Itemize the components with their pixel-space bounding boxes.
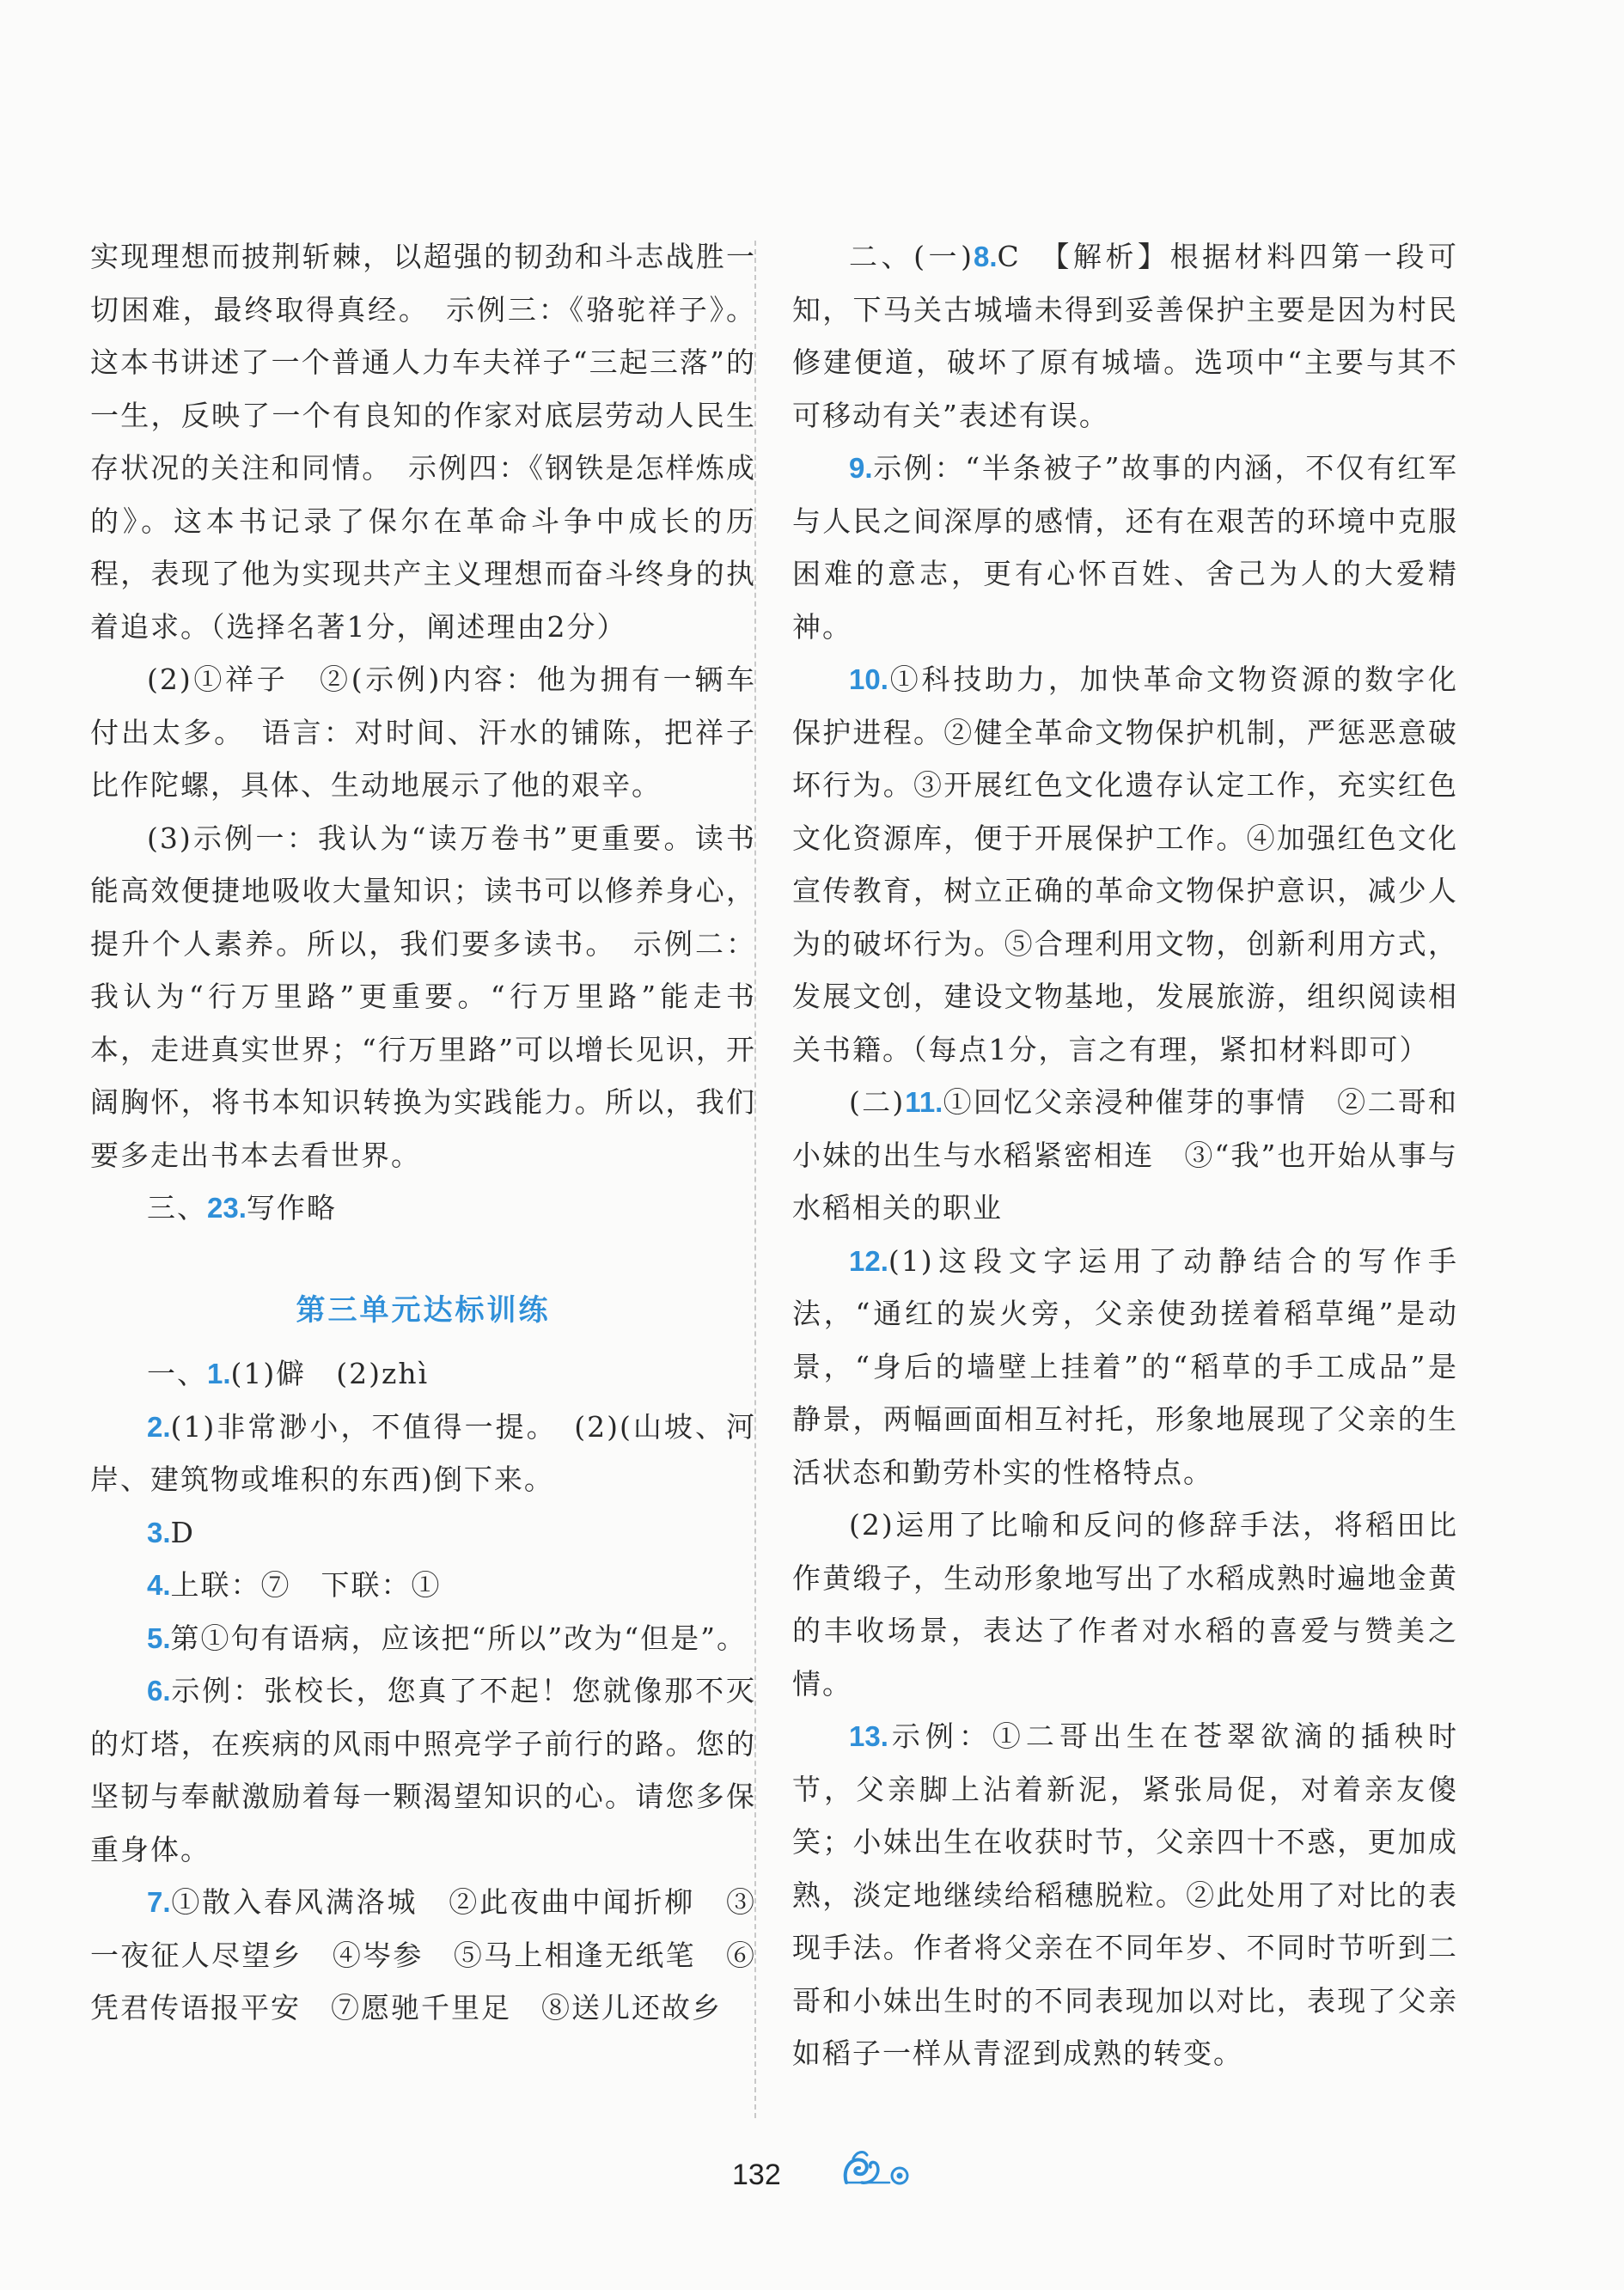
section-prefix: (二) [849,1085,906,1119]
answer-text: 实现理想而披荆斩棘，以超强的韧劲和斗志战胜一切困难，最终取得真经。 示例三：《骆驼祥子》。这本书讲述了一个普通人力车夫祥子“三起三落”的一生，反映了一个有良知的作家对底层劳动人民生存状况的关注和同情。 示例四：《钢铁是怎样炼成的》。这本书记录了保尔在革命斗争中成长的历程，表现了他为实现共产主义理想而奋斗终身的执着追求。（选择名著1分，阐述理由2分） [90,240,756,644]
answer-text: ①科技助力，加快革命文物资源的数字化保护进程。②健全革命文物保护机制，严惩恶意破坏行为。③开展红色文化遗存认定工作，充实红色文化资源库，便于开展保护工作。④加强红色文化宣传教育，树立正确的革命文物保护意识，减少人为的破坏行为。⑤合理利用文物，创新利用方式，发展文创，建设文物基地，发展旅游，组织阅读相关书籍。（每点1分，言之有理，紧扣材料即可） [792,663,1458,1066]
question-number: 3. [147,1516,171,1548]
answer-paragraph [90,1506,756,1560]
answer-paragraph [792,442,1458,653]
question-number: 12. [849,1244,888,1277]
answer-paragraph [792,1235,1458,1499]
answer-text: ①回忆父亲浸种催芽的事情 ②二哥和小妹的出生与水稻紧密相连 ③“我”也开始从事与水稻相关的职业 [792,1085,1459,1224]
answer-paragraph [90,1559,756,1612]
answer-text: C 【解析】根据材料四第一段可知，下马关古城墙未得到妥善保护主要是因为村民修建便道，破坏了原有城墙。选项中“主要与其不可移动有关”表述有误。 [792,240,1459,432]
answer-paragraph [90,1401,756,1506]
answer-text: D [170,1515,195,1549]
answer-paragraph [792,1076,1458,1235]
answer-paragraph [792,1710,1458,2080]
answer-text: (1)这段文字运用了动静结合的写作手法，“通红的炭火旁，父亲使劲搓着稻草绳”是动景，“身后的墙壁上挂着”的“稻草的手工成品”是静景，两幅画面相互衬托，形象地展现了父亲的生活状态和勤劳朴实的性格特点。 [792,1243,1458,1489]
left-column [90,230,756,2035]
answer-paragraph [90,1347,756,1401]
question-number: 2. [147,1410,171,1443]
answer-paragraph [792,230,1458,442]
answer-paragraph [90,1664,756,1876]
answer-text: 示例：张校长，您真了不起！您就像那不灭的灯塔，在疾病的风雨中照亮学子前行的路。您的坚韧与奉献激励着每一颗渴望知识的心。请您多保重身体。 [90,1674,756,1866]
question-number: 23. [207,1192,247,1224]
answer-paragraph [90,1612,756,1665]
answer-text: (1)非常渺小，不值得一提。 (2)(山坡、河岸、建筑物或堆积的东西)倒下来。 [90,1409,756,1496]
column-divider [754,241,756,2118]
answer-text: 上联：⑦ 下联：① [170,1568,442,1602]
question-number: 10. [849,663,888,695]
swirl-ornament-icon [838,2148,915,2191]
answer-text: (1)僻 (2)zhì [230,1357,430,1390]
question-number: 4. [147,1569,171,1601]
question-number: 5. [147,1621,171,1654]
question-number: 7. [147,1886,171,1918]
answer-paragraph [90,653,756,812]
question-number: 8. [973,241,998,272]
answer-paragraph [90,1876,756,2035]
question-number: 13. [849,1720,888,1752]
question-number: 9. [849,452,873,484]
answer-text: 示例：“半条被子”故事的内涵，不仅有红军与人民之间深厚的感情，还有在艰苦的环境中克服困难的意志，更有心怀百姓、舍己为人的大爱精神。 [792,451,1458,644]
answer-text: (2)运用了比喻和反问的修辞手法，将稻田比作黄缎子，生动形象地写出了水稻成熟时遍地金黄的丰收场景，表达了作者对水稻的喜爱与赞美之情。 [792,1508,1458,1701]
answer-paragraph [792,653,1458,1076]
section-prefix: 二、(一) [849,240,974,273]
page-number: 132 [732,2159,781,2191]
answer-text: 第①句有语病，应该把“所以”改为“但是”。 [170,1621,748,1655]
question-number: 11. [905,1086,943,1118]
section-prefix: 三、 [147,1191,207,1224]
answer-paragraph [90,1182,756,1235]
answer-paragraph [792,1499,1458,1710]
question-number: 1. [207,1358,231,1389]
question-number: 6. [147,1675,171,1707]
section-prefix: 一、 [147,1357,207,1390]
section-title: 第三单元达标训练 [296,1292,551,1328]
answer-paragraph [90,230,756,653]
right-column [792,230,1458,2080]
answer-text: ①散入春风满洛城 ②此夜曲中闻折柳 ③一夜征人尽望乡 ④岑参 ⑤马上相逢无纸笔 ⑥凭君传语报平安 ⑦愿驰千里足 ⑧送儿还故乡 [90,1885,756,2024]
answer-paragraph [90,812,756,1182]
answer-text: 示例：①二哥出生在苍翠欲滴的插秧时节，父亲脚上沾着新泥，紧张局促，对着亲友傻笑；小妹出生在收获时节，父亲四十不惑，更加成熟，淡定地继续给稻穗脱粒。②此处用了对比的表现手法。作者将父亲在不同年岁、不同时节听到二哥和小妹出生时的不同表现加以对比，表现了父亲如稻子一样从青涩到成熟的转变。 [792,1719,1458,2070]
answer-text: 写作略 [246,1191,337,1224]
answer-text: (3)示例一：我认为“读万卷书”更重要。读书能高效便捷地吸收大量知识；读书可以修养身心，提升个人素养。所以，我们要多读书。 示例二：我认为“行万里路”更重要。“行万里路”能走书本，走进真实世界；“行万里路”可以增长见识，开阔胸怀，将书本知识转换为实践能力。所以，我们要多走出书本去看世界。 [90,821,756,1172]
answer-text: (2)①祥子 ②(示例)内容：他为拥有一辆车付出太多。 语言：对时间、汗水的铺陈，把祥子比作陀螺，具体、生动地展示了他的艰辛。 [90,663,756,802]
